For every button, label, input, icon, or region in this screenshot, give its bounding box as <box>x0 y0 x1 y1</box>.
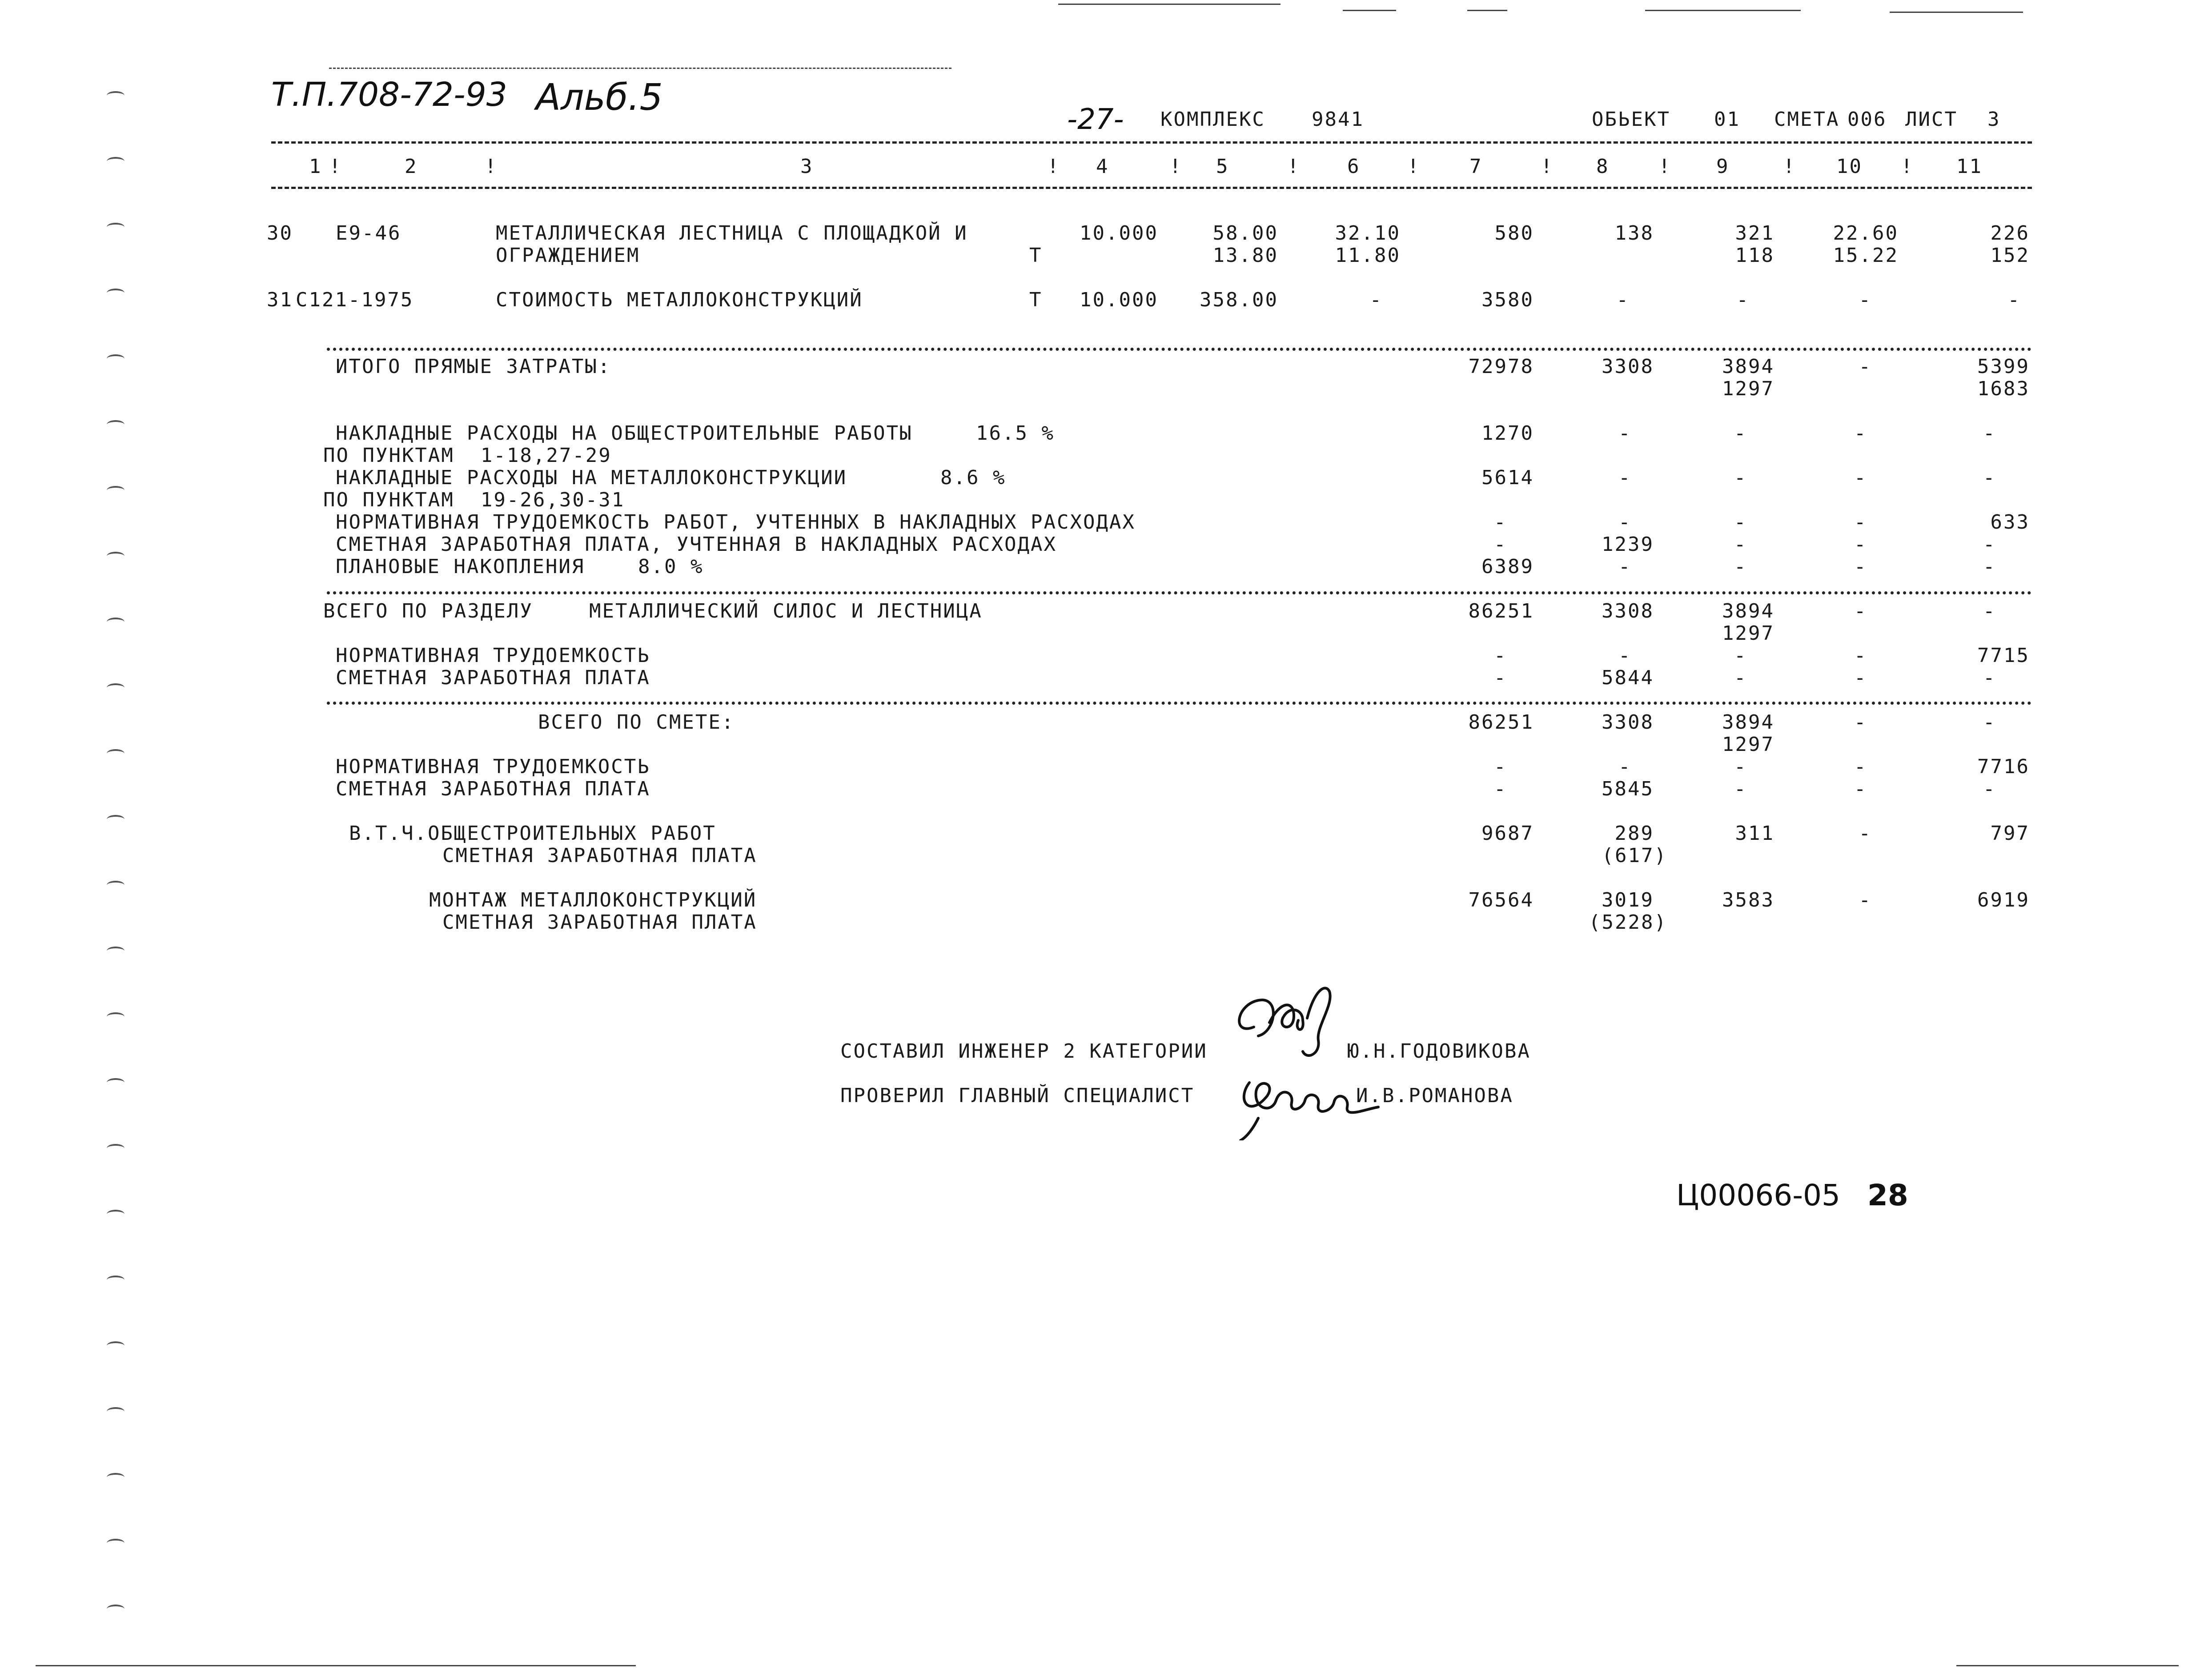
total-wage-detail: (617) <box>1602 844 1667 867</box>
header-rule <box>271 141 2032 144</box>
overhead-metal-label: НАКЛАДНЫЕ РАСХОДЫ НА МЕТАЛЛОКОНСТРУКЦИИ <box>336 466 847 489</box>
dash-mark: - <box>1983 533 1996 556</box>
binder-hole <box>107 486 124 495</box>
breakdown-metal-label: МОНТАЖ МЕТАЛЛОКОНСТРУКЦИЙ <box>429 889 757 911</box>
total-cost: 86251 <box>1468 711 1534 734</box>
column-separator: ! <box>485 155 498 178</box>
binder-hole <box>107 223 124 232</box>
total-machine: 3583 <box>1722 889 1774 911</box>
dash-mark: - <box>1734 466 1747 489</box>
overhead-general-label: НАКЛАДНЫЕ РАСХОДЫ НА ОБЩЕСТРОИТЕЛЬНЫЕ РАБОТЫ <box>336 422 913 445</box>
checked-by-label: ПРОВЕРИЛ ГЛАВНЫЙ СПЕЦИАЛИСТ <box>840 1084 1195 1107</box>
total-labor: 633 <box>1990 511 2030 534</box>
dash-mark: - <box>1854 778 1867 800</box>
total-labor-machine: 1683 <box>1977 377 2030 400</box>
total-cost: 9687 <box>1481 822 1534 845</box>
unit-machine: - <box>1369 289 1383 311</box>
overhead-wage-label: СМЕТНАЯ ЗАРАБОТНАЯ ПЛАТА, УЧТЕННАЯ В НАКЛАДНЫХ РАСХОДАХ <box>336 533 1057 556</box>
unit-labor: - <box>1859 355 1872 378</box>
total-machine-wage: 1297 <box>1722 622 1774 645</box>
binder-hole <box>107 683 124 692</box>
overhead-general-percent: 16.5 % <box>976 422 1055 445</box>
row-number: 31 <box>267 289 293 311</box>
total-cost: 76564 <box>1468 889 1534 911</box>
dash-mark: - <box>1854 422 1867 445</box>
column-number: 7 <box>1469 155 1483 178</box>
total-wage: 3308 <box>1602 711 1654 734</box>
overhead-labor-label: НОРМАТИВНАЯ ТРУДОЕМКОСТЬ РАБОТ, УЧТЕННЫХ В НАКЛАДНЫХ РАСХОДАХ <box>336 511 1136 534</box>
binder-hole <box>107 1210 124 1219</box>
total-labor: 6919 <box>1977 889 2030 911</box>
binder-hole <box>107 1078 124 1087</box>
column-separator: ! <box>1658 155 1672 178</box>
handwritten-signature-compiler <box>1227 974 1343 1063</box>
total-machine: 321 <box>1735 222 1774 245</box>
column-number: 2 <box>405 155 418 178</box>
item-description: МЕТАЛЛИЧЕСКАЯ ЛЕСТНИЦА С ПЛОЩАДКОЙ И <box>496 222 968 245</box>
header-rule <box>271 187 2032 189</box>
binder-hole <box>107 289 124 297</box>
total-machine: 3894 <box>1722 600 1774 622</box>
rate-code: Е9-46 <box>336 222 401 245</box>
total-cost: 86251 <box>1468 600 1534 622</box>
column-separator: ! <box>1901 155 1914 178</box>
breakdown-metal-sub: СМЕТНАЯ ЗАРАБОТНАЯ ПЛАТА <box>442 911 757 934</box>
binder-hole <box>107 1144 124 1153</box>
compiled-by-name: Ю.Н.ГОДОВИКОВА <box>1347 1040 1531 1063</box>
total-wage: 5845 <box>1602 778 1654 800</box>
unit-labor-machine: 15.22 <box>1833 244 1899 267</box>
dash-mark: - <box>1494 511 1507 534</box>
dash-mark: - <box>1854 666 1867 689</box>
column-number: 11 <box>1956 155 1983 178</box>
dash-mark: - <box>1983 422 1996 445</box>
complex-value: 9841 <box>1312 108 1364 131</box>
unit-labor: - <box>1859 822 1872 845</box>
total-wage: 1239 <box>1602 533 1654 556</box>
scan-edge-line <box>1343 10 1396 11</box>
dash-mark: - <box>1494 644 1507 667</box>
dash-mark: - <box>1494 533 1507 556</box>
dash-mark: - <box>1983 466 1996 489</box>
estimate-labor-label: НОРМАТИВНАЯ ТРУДОЕМКОСТЬ <box>336 755 650 778</box>
binder-hole <box>107 881 124 890</box>
breakdown-general-label: В.Т.Ч.ОБЩЕСТРОИТЕЛЬНЫХ РАБОТ <box>349 822 716 845</box>
scan-edge-line <box>1890 12 2023 13</box>
dash-mark: - <box>1854 711 1867 734</box>
total-wage: - <box>1616 289 1630 311</box>
total-cost: 3580 <box>1481 289 1534 311</box>
section-divider <box>327 348 2032 351</box>
section-wage-label: СМЕТНАЯ ЗАРАБОТНАЯ ПЛАТА <box>336 666 650 689</box>
column-number: 1 <box>309 155 322 178</box>
column-number: 4 <box>1096 155 1109 178</box>
quantity: 10.000 <box>1080 222 1158 245</box>
column-separator: ! <box>1541 155 1554 178</box>
sheet-label: ЛИСТ <box>1905 108 1958 131</box>
total-labor: 7716 <box>1977 755 2030 778</box>
dash-mark: - <box>1734 755 1747 778</box>
estimate-total-label: ВСЕГО ПО СМЕТЕ: <box>538 711 735 734</box>
section-divider <box>327 591 2032 594</box>
section-labor-label: НОРМАТИВНАЯ ТРУДОЕМКОСТЬ <box>336 644 650 667</box>
scan-edge-line <box>36 1665 636 1666</box>
column-separator: ! <box>1783 155 1796 178</box>
archive-stamp-page: 28 <box>1867 1178 1908 1212</box>
dash-mark: - <box>1618 466 1632 489</box>
overhead-metal-percent: 8.6 % <box>940 466 1006 489</box>
total-cost: 6389 <box>1481 555 1534 578</box>
compiled-by-label: СОСТАВИЛ ИНЖЕНЕР 2 КАТЕГОРИИ <box>840 1040 1208 1063</box>
object-label: ОБЬЕКТ <box>1592 108 1670 131</box>
dash-mark: - <box>1854 644 1867 667</box>
dash-mark: - <box>1983 711 1996 734</box>
unit-cost: 58.00 <box>1212 222 1278 245</box>
total-machine-wage: 1297 <box>1722 733 1774 756</box>
quantity: 10.000 <box>1080 289 1158 311</box>
column-separator: ! <box>1287 155 1301 178</box>
binder-hole <box>107 815 124 824</box>
column-number: 8 <box>1596 155 1610 178</box>
unit-wage: 13.80 <box>1212 244 1278 267</box>
binder-hole <box>107 91 124 100</box>
dash-mark: - <box>1983 600 1996 622</box>
binder-hole <box>107 552 124 561</box>
column-number: 10 <box>1836 155 1863 178</box>
rate-code: С121-1975 <box>296 289 414 311</box>
binder-hole <box>107 420 124 429</box>
dash-mark: - <box>1854 511 1867 534</box>
page-number: -27- <box>1067 103 1124 136</box>
checked-by-name: И.В.РОМАНОВА <box>1356 1084 1513 1107</box>
total-wage: 5844 <box>1602 666 1654 689</box>
scan-edge-line <box>1467 10 1507 11</box>
object-value: 01 <box>1714 108 1740 131</box>
scan-edge-line <box>1645 10 1801 11</box>
total-labor: 226 <box>1990 222 2030 245</box>
direct-costs-label: ИТОГО ПРЯМЫЕ ЗАТРАТЫ: <box>336 355 611 378</box>
unit-labor: - <box>1859 889 1872 911</box>
dash-mark: - <box>1618 755 1632 778</box>
binder-hole <box>107 1605 124 1613</box>
column-number: 3 <box>800 155 814 178</box>
dash-mark: - <box>1983 778 1996 800</box>
sheet-value: 3 <box>1987 108 2001 131</box>
estimate-label: СМЕТА <box>1774 108 1840 131</box>
binder-hole <box>107 1276 124 1284</box>
section-total-label: ВСЕГО ПО РАЗДЕЛУ <box>323 600 533 622</box>
total-machine: 3894 <box>1722 711 1774 734</box>
dash-mark: - <box>1854 755 1867 778</box>
section-divider <box>327 702 2032 705</box>
dash-mark: - <box>1494 666 1507 689</box>
column-separator: ! <box>1047 155 1060 178</box>
binder-hole <box>107 1012 124 1021</box>
binder-hole <box>107 354 124 363</box>
dash-mark: - <box>1854 533 1867 556</box>
total-labor: 7715 <box>1977 644 2030 667</box>
total-cost: 5614 <box>1481 466 1534 489</box>
total-machine: 311 <box>1735 822 1774 845</box>
total-machine-wage: 1297 <box>1722 377 1774 400</box>
binder-hole <box>107 947 124 955</box>
total-machine: 3894 <box>1722 355 1774 378</box>
binder-hole <box>107 157 124 166</box>
column-number: 6 <box>1347 155 1361 178</box>
scan-edge-line <box>1058 4 1281 5</box>
binder-hole <box>107 1407 124 1416</box>
binder-hole <box>107 749 124 758</box>
item-description: СТОИМОСТЬ МЕТАЛЛОКОНСТРУКЦИЙ <box>496 289 863 311</box>
complex-label: КОМПЛЕКС <box>1160 108 1265 131</box>
dash-mark: - <box>1983 666 1996 689</box>
column-separator: ! <box>1407 155 1421 178</box>
column-separator: ! <box>1169 155 1183 178</box>
archive-stamp: Ц00066-05 <box>1676 1178 1840 1212</box>
overhead-metal-items: ПО ПУНКТАМ 19-26,30-31 <box>323 489 625 511</box>
scan-edge-line <box>329 68 951 69</box>
dash-mark: - <box>1854 466 1867 489</box>
estimate-wage-label: СМЕТНАЯ ЗАРАБОТНАЯ ПЛАТА <box>336 778 650 800</box>
column-number: 5 <box>1216 155 1229 178</box>
overhead-general-items: ПО ПУНКТАМ 1-18,27-29 <box>323 444 612 467</box>
total-wage-detail: (5228) <box>1589 911 1667 934</box>
binder-hole <box>107 618 124 626</box>
total-cost: 72978 <box>1468 355 1534 378</box>
breakdown-general-sub: СМЕТНАЯ ЗАРАБОТНАЯ ПЛАТА <box>442 844 757 867</box>
binder-hole <box>107 1539 124 1548</box>
binder-hole <box>107 1473 124 1482</box>
dash-mark: - <box>1734 644 1747 667</box>
section-name: МЕТАЛЛИЧЕСКИЙ СИЛОС И ЛЕСТНИЦА <box>589 600 983 622</box>
unit-machine-wage: 11.80 <box>1335 244 1401 267</box>
estimate-value: 006 <box>1847 108 1887 131</box>
total-wage: 3308 <box>1602 355 1654 378</box>
total-wage: 289 <box>1614 822 1654 845</box>
dash-mark: - <box>1618 422 1632 445</box>
total-wage: 138 <box>1614 222 1654 245</box>
binder-hole <box>107 1341 124 1350</box>
dash-mark: - <box>1734 555 1747 578</box>
unit: Т <box>1029 289 1043 311</box>
total-wage: 3308 <box>1602 600 1654 622</box>
dash-mark: - <box>1854 555 1867 578</box>
dash-mark: - <box>1734 422 1747 445</box>
unit-labor: - <box>1859 289 1872 311</box>
dash-mark: - <box>1618 511 1632 534</box>
planned-savings-label: ПЛАНОВЫЕ НАКОПЛЕНИЯ <box>336 555 585 578</box>
item-description-cont: ОГРАЖДЕНИЕМ <box>496 244 640 267</box>
column-number: 9 <box>1716 155 1730 178</box>
unit-machine: 32.10 <box>1335 222 1401 245</box>
total-labor: - <box>2007 289 2021 311</box>
unit-cost: 358.00 <box>1200 289 1278 311</box>
dash-mark: - <box>1734 511 1747 534</box>
dash-mark: - <box>1854 600 1867 622</box>
scan-edge-line <box>1956 1665 2179 1666</box>
album-number: Альб.5 <box>536 76 663 119</box>
dash-mark: - <box>1494 778 1507 800</box>
planned-savings-percent: 8.0 % <box>638 555 704 578</box>
total-machine: - <box>1736 289 1750 311</box>
dash-mark: - <box>1494 755 1507 778</box>
column-separator: ! <box>329 155 342 178</box>
total-cost: 580 <box>1494 222 1534 245</box>
total-labor: 797 <box>1990 822 2030 845</box>
total-machine-wage: 118 <box>1735 244 1774 267</box>
dash-mark: - <box>1983 555 1996 578</box>
dash-mark: - <box>1734 666 1747 689</box>
unit: Т <box>1029 244 1043 267</box>
dash-mark: - <box>1618 644 1632 667</box>
dash-mark: - <box>1734 533 1747 556</box>
row-number: 30 <box>267 222 293 245</box>
document-reference: Т.П.708-72-93 <box>271 76 507 114</box>
total-cost: 1270 <box>1481 422 1534 445</box>
dash-mark: - <box>1618 555 1632 578</box>
unit-labor: 22.60 <box>1833 222 1899 245</box>
total-labor: 5399 <box>1977 355 2030 378</box>
dash-mark: - <box>1734 778 1747 800</box>
total-labor-machine: 152 <box>1990 244 2030 267</box>
total-wage: 3019 <box>1602 889 1654 911</box>
